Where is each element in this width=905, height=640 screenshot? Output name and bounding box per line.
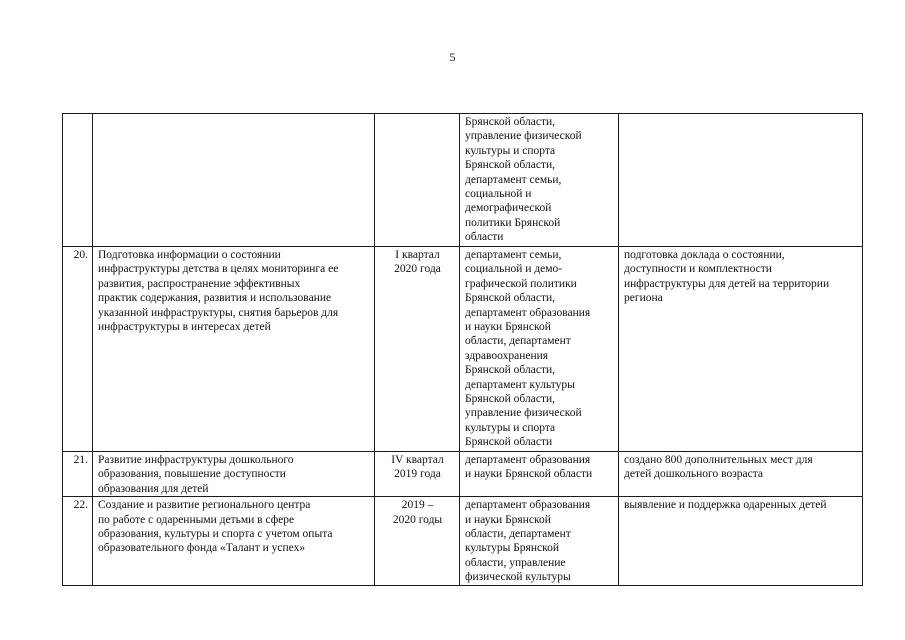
executors-line: Брянской области, bbox=[465, 364, 556, 377]
executors-cell bbox=[460, 247, 619, 452]
table-row bbox=[63, 452, 863, 497]
executors-line: области bbox=[465, 231, 504, 244]
period-cell bbox=[375, 114, 460, 247]
result-cell bbox=[619, 247, 863, 452]
executors-line: Брянской области, bbox=[465, 393, 556, 406]
measure-line: Развитие инфраструктуры дошкольного bbox=[98, 454, 294, 466]
result-line: региона bbox=[624, 292, 663, 305]
measure-line: образования, культуры и спорта с учетом опыта bbox=[98, 528, 333, 541]
measure-line: по работе с одаренными детьми в сфере bbox=[98, 513, 295, 526]
result-line: детей дошкольного возраста bbox=[624, 468, 763, 481]
measure-cell bbox=[93, 452, 375, 497]
measure-cell bbox=[93, 497, 375, 586]
result-line: доступности и комплектности bbox=[624, 263, 772, 276]
executors-line: департамент культуры bbox=[465, 378, 575, 391]
executors-line: социальной и bbox=[465, 188, 532, 201]
executors-line: культуры Брянской bbox=[465, 542, 559, 555]
result-cell bbox=[619, 497, 863, 586]
measures-table-body bbox=[63, 114, 863, 586]
period-line: IV квартал bbox=[391, 454, 444, 466]
page-number: 5 bbox=[449, 50, 456, 64]
measure-line: образования для детей bbox=[98, 482, 209, 495]
executors-line: области, департамент bbox=[465, 335, 571, 348]
period-cell bbox=[375, 247, 460, 452]
item-number-cell bbox=[63, 114, 93, 247]
period-line: 2020 года bbox=[394, 263, 441, 276]
table-row bbox=[63, 497, 863, 586]
executors-line: политики Брянской bbox=[465, 216, 561, 229]
measures-table bbox=[62, 113, 863, 586]
executors-line: социальной и демо- bbox=[465, 263, 563, 276]
executors-line: департамент образования bbox=[465, 306, 591, 319]
period-cell bbox=[375, 497, 460, 586]
executors-line: области, управление bbox=[465, 556, 566, 569]
measure-line: образования, повышение доступности bbox=[98, 468, 286, 481]
executors-line: культуры и спорта bbox=[465, 144, 556, 157]
measure-line: указанной инфраструктуры, снятия барьеров для bbox=[98, 306, 339, 319]
executors-line: физической культуры bbox=[465, 571, 571, 584]
result-line: инфраструктуры для детей на территории bbox=[624, 277, 830, 290]
executors-line: департамент семьи, bbox=[465, 249, 562, 261]
period-line: 2019 года bbox=[394, 468, 441, 481]
item-number-cell: 22. bbox=[63, 497, 93, 586]
result-cell bbox=[619, 114, 863, 247]
executors-line: и науки Брянской области bbox=[465, 468, 593, 481]
item-number-cell: 20. bbox=[63, 247, 93, 452]
executors-line: департамент образования bbox=[465, 454, 591, 466]
period-line: I квартал bbox=[395, 249, 440, 261]
measure-line: инфраструктуры в интересах детей bbox=[98, 321, 271, 334]
executors-line: и науки Брянской bbox=[465, 321, 551, 334]
measure-line: образовательного фонда «Талант и успех» bbox=[98, 542, 306, 555]
table-row bbox=[63, 114, 863, 247]
table-row bbox=[63, 247, 863, 452]
result-line: создано 800 дополнительных мест для bbox=[624, 454, 813, 466]
executors-line: Брянской области bbox=[465, 436, 553, 449]
period-cell bbox=[375, 452, 460, 497]
item-number-cell: 21. bbox=[63, 452, 93, 497]
executors-line: Брянской области, bbox=[465, 292, 556, 305]
executors-line: департамент семьи, bbox=[465, 173, 562, 186]
measure-line: развития, распространение эффективных bbox=[98, 277, 301, 290]
executors-line: графической политики bbox=[465, 277, 577, 290]
measure-line: инфраструктуры детства в целях мониторинга ее bbox=[98, 263, 339, 276]
measure-line: Подготовка информации о состоянии bbox=[98, 249, 281, 261]
executors-line: культуры и спорта bbox=[465, 421, 556, 434]
measure-line: практик содержания, развития и использование bbox=[98, 292, 332, 305]
executors-line: здравоохранения bbox=[465, 349, 549, 362]
executors-cell bbox=[460, 497, 619, 586]
period-line: 2020 годы bbox=[392, 513, 443, 526]
executors-line: области, департамент bbox=[465, 528, 571, 541]
executors-cell bbox=[460, 452, 619, 497]
executors-line: и науки Брянской bbox=[465, 513, 551, 526]
executors-line: департамент образования bbox=[465, 499, 591, 512]
result-cell bbox=[619, 452, 863, 497]
executors-line: демографической bbox=[465, 202, 552, 215]
measure-cell bbox=[93, 114, 375, 247]
result-line: подготовка доклада о состоянии, bbox=[624, 249, 785, 261]
executors-line: управление физической bbox=[465, 130, 582, 143]
result-line: выявление и поддержка одаренных детей bbox=[624, 499, 827, 512]
executors-line: управление физической bbox=[465, 407, 582, 420]
executors-line: Брянской области, bbox=[465, 116, 556, 128]
executors-cell bbox=[460, 114, 619, 247]
measure-cell bbox=[93, 247, 375, 452]
period-line: 2019 – bbox=[401, 499, 434, 512]
executors-line: Брянской области, bbox=[465, 159, 556, 172]
measure-line: Создание и развитие регионального центра bbox=[98, 499, 311, 512]
